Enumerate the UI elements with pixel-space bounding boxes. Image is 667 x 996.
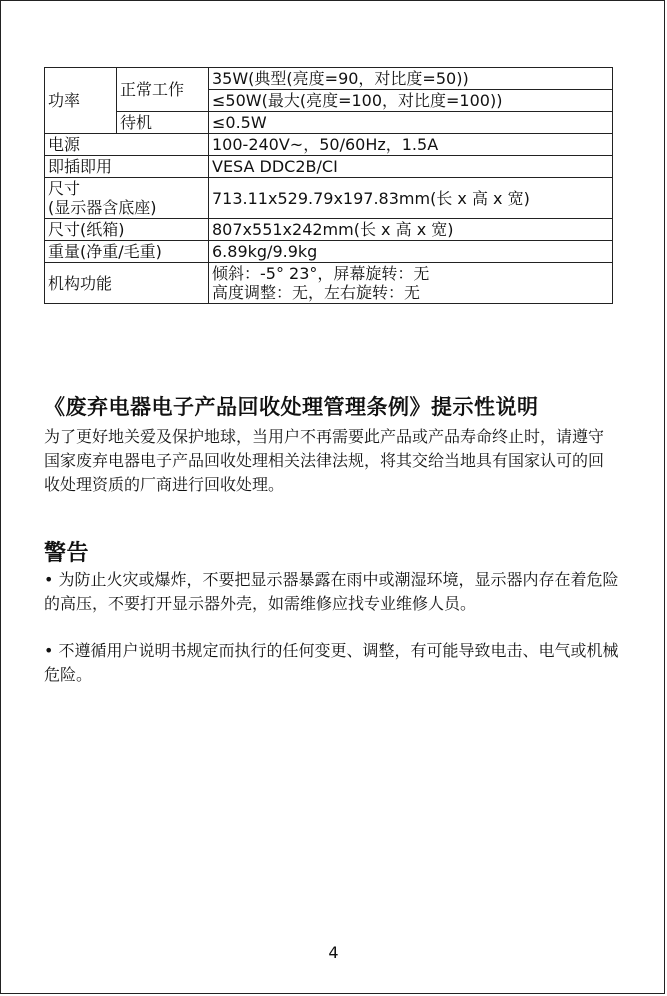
table-row [45, 178, 613, 219]
power-label: 功率 [45, 68, 117, 134]
standby-value: ≤0.5W [209, 112, 613, 134]
spec-table [44, 67, 613, 304]
table-row [45, 134, 613, 156]
table-row [45, 68, 613, 90]
warning-item: • 为防止火灾或爆炸，不要把显示器暴露在雨中或潮湿环境，显示器内存在着危险的高压，不要打开显示器外壳，如需维修应找专业维修人员。 [44, 570, 619, 613]
mechanical-function-value [209, 263, 613, 304]
warning-heading: 警告 [44, 541, 90, 566]
plug-and-play-label: 即插即用 [45, 156, 209, 178]
weight-value: 6.89kg/9.9kg [209, 241, 613, 263]
table-row [45, 219, 613, 241]
carton-size-value: 807x551x242mm(长 x 高 x 宽) [209, 219, 613, 241]
table-row [45, 112, 613, 134]
power-supply-label: 电源 [45, 134, 209, 156]
size-label-line2: (显示器含底座) [48, 198, 157, 217]
recycle-heading: 《废弃电器电子产品回收处理管理条例》提示性说明 [44, 395, 539, 419]
size-label [45, 178, 209, 219]
weight-label: 重量(净重/毛重) [45, 241, 209, 263]
size-label-line1: 尺寸 [48, 179, 81, 198]
plug-and-play-value: VESA DDC2B/CI [209, 156, 613, 178]
mechanical-function-label: 机构功能 [45, 263, 209, 304]
power-supply-value: 100-240V~，50/60Hz，1.5A [209, 134, 613, 156]
warning-item: • 不遵循用户说明书规定而执行的任何变更、调整，有可能导致电击、电气或机械危险。 [44, 641, 619, 684]
page-number: 4 [328, 943, 339, 962]
recycle-paragraph: 为了更好地关爱及保护地球，当用户不再需要此产品或产品寿命终止时，请遵守国家废弃电器电子产品回收处理相关法律法规，将其交给当地具有国家认可的回收处理资质的厂商进行回收处理。 [44, 427, 605, 494]
mechanical-line1: 倾斜：-5° 23°，屏幕旋转：无 [212, 264, 430, 283]
table-row [45, 263, 613, 304]
normal-operation-label: 正常工作 [117, 68, 209, 112]
carton-size-label: 尺寸(纸箱) [45, 219, 209, 241]
standby-label: 待机 [117, 112, 209, 134]
normal-typical-value: 35W(典型(亮度=90，对比度=50)) [209, 68, 613, 90]
table-row [45, 156, 613, 178]
size-value: 713.11x529.79x197.83mm(长 x 高 x 宽) [209, 178, 613, 219]
normal-max-value: ≤50W(最大(亮度=100，对比度=100)) [209, 90, 613, 112]
table-row [45, 241, 613, 263]
mechanical-line2: 高度调整：无，左右旋转：无 [212, 283, 421, 302]
